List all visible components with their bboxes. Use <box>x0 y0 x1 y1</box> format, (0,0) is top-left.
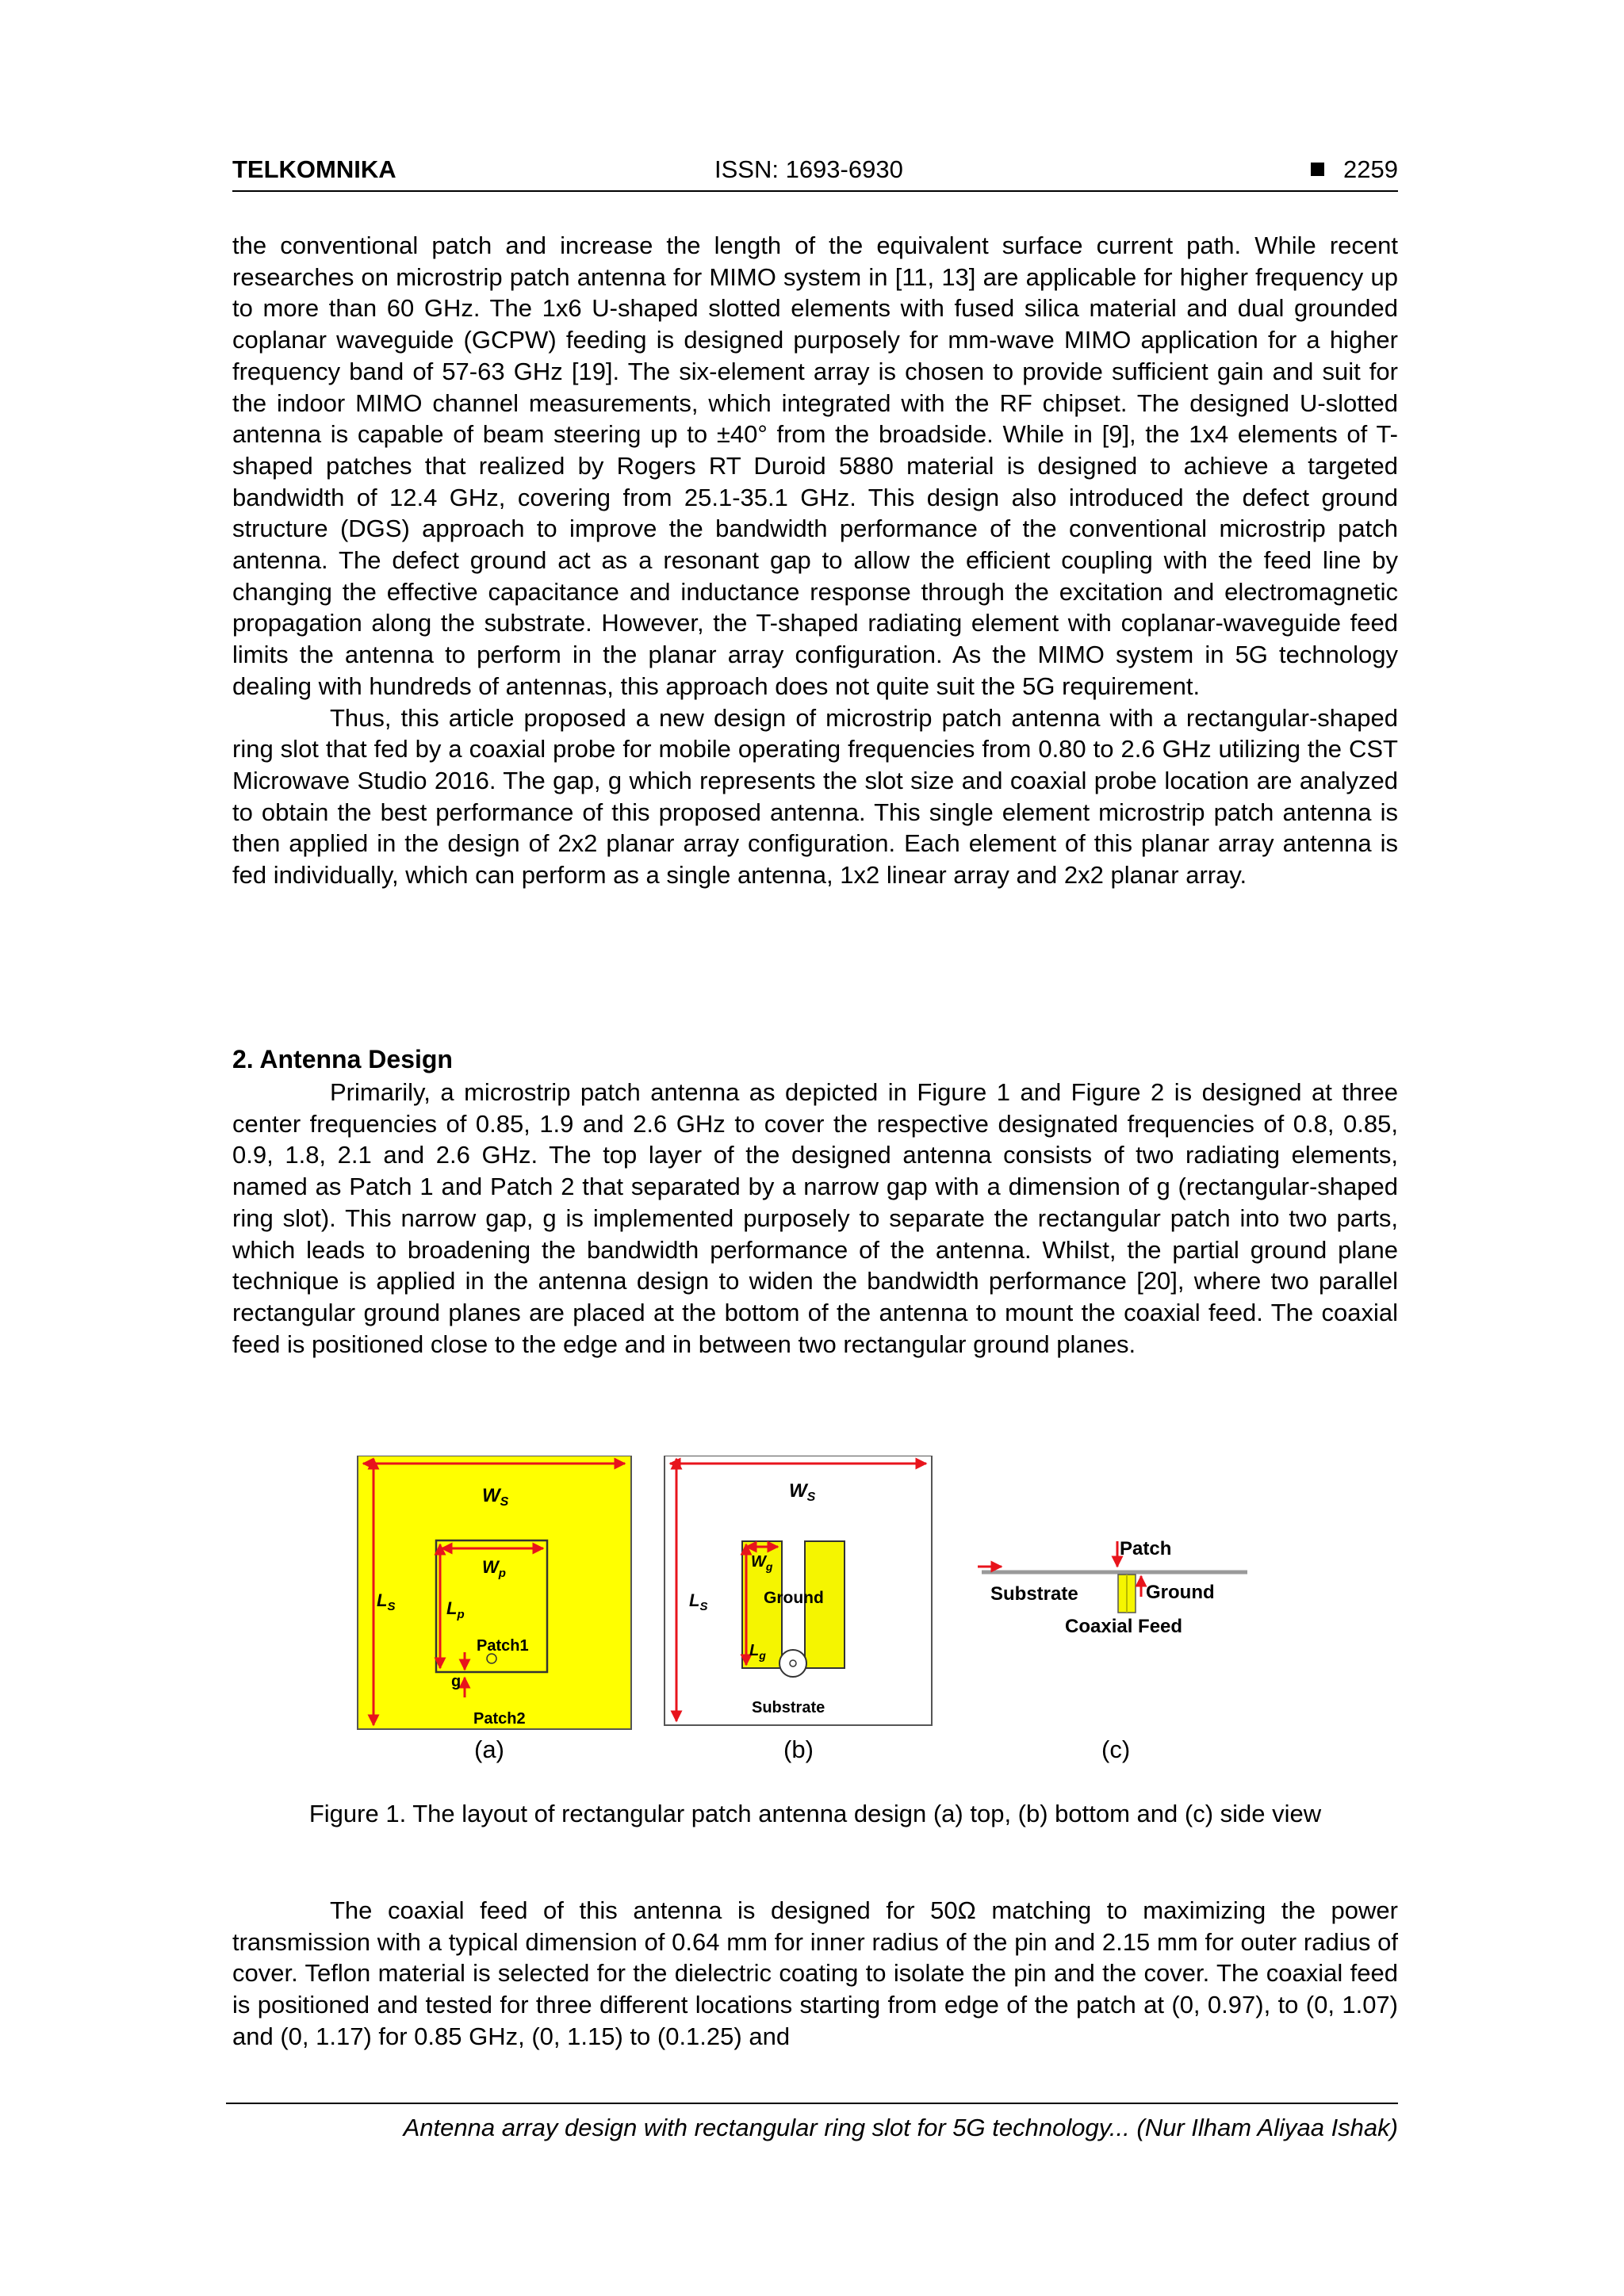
coaxial-feed-label: Coaxial Feed <box>1065 1616 1183 1637</box>
panel-b-bottom-view <box>665 1456 932 1725</box>
after-figure-paragraph-1: The coaxial feed of this antenna is designed for 50Ω matching to maximizing the power transmission with a typical dimension of 0.64 mm for inner radius of the pin and 2.15 mm for outer radius of cover. Teflon material is selected for the dielectric coating to isolate the pin and the cover. The coaxial feed is positioned and tested for three different locations starting from edge of the patch at (0, 0.97), to (0, 1.07) and (0, 1.17) for 0.85 GHz, (0, 1.15) to (0.1.25) and <box>232 1896 1398 2050</box>
ground-label-c: Ground <box>1146 1582 1215 1603</box>
gap-label: g <box>451 1673 462 1690</box>
page-number-block <box>1311 155 1398 184</box>
lg-label: $L_g$ <box>749 1642 766 1662</box>
wp-label: $W_p$ <box>482 1557 506 1580</box>
page-number: 2259 <box>1343 155 1398 183</box>
running-title: Antenna array design with rectangular ring slot for 5G technology... (Nur Ilham Aliyaa Ishak) <box>403 2114 1398 2141</box>
ls-label-b: $L_S$ <box>689 1590 708 1613</box>
patch2-label: Patch2 <box>473 1710 526 1728</box>
intro-paragraph-1: the conventional patch and increase the length of the equivalent surface current path. While recent researches on microstrip patch antenna for MIMO system in [11, 13] are applicable for higher frequency up to more than 60 GHz. The 1x6 U-shaped slotted elements with fused silica material and dual grounded coplanar waveguide (GCPW) feeding is designed purposely for mm-wave MIMO application for a higher frequency band of 57-63 GHz [19]. The six-element array is chosen to provide sufficient gain and suit for the indoor MIMO channel measurements, which integrated with the RF chipset. The designed U-slotted antenna is capable of beam steering up to ±40° from the broadside. While in [9], the 1x4 elements of T-shaped patches that realized by Rogers RT Duroid 5880 material is designed to achieve a targeted bandwidth of 12.4 GHz, covering from 25.1-35.1 GHz. This design also introduced the defect ground structure (DGS) approach to improve the bandwidth performance of the conventional microstrip patch antenna. The defect ground act as a resonant gap to allow the efficient coupling with the feed line by changing the effective capacitance and inductance response through the excitation and electromagnetic propagation along the substrate. However, the T-shaped radiating element with coplanar-waveguide feed limits the antenna to perform in the planar array configuration. As the MIMO system in 5G technology dealing with hundreds of antennas, this approach does not quite suit the 5G requirement. <box>232 232 1398 700</box>
panel-c-side-view <box>978 1538 1247 1637</box>
panel-c-label: (c) <box>1101 1735 1131 1763</box>
patch-label-c: Patch <box>1120 1538 1172 1559</box>
substrate-label-c: Substrate <box>990 1583 1078 1605</box>
ground-label-b: Ground <box>764 1589 824 1607</box>
panel-a-label: (a) <box>474 1735 504 1763</box>
figure-caption: Figure 1. The layout of rectangular patch antenna design (a) top, (b) bottom and (c) side view <box>308 1800 1322 1827</box>
figure-1 <box>232 1456 1398 1789</box>
coax-outer-icon <box>779 1650 806 1677</box>
patch1-label: Patch1 <box>477 1637 529 1655</box>
section-title: 2. Antenna Design <box>232 1045 453 1073</box>
section-2-text <box>232 1077 1398 1360</box>
ws-label-a: $W_S$ <box>482 1485 509 1509</box>
section-2-paragraph-1: Primarily, a microstrip patch antenna as depicted in Figure 1 and Figure 2 is designed at three center frequencies of 0.85, 1.9 and 2.6 GHz to cover the respective designated frequencies of 0.8, 0.85, 0.9, 1.8, 2.1 and 2.6 GHz. The top layer of the designed antenna consists of two radiating elements, named as Patch 1 and Patch 2 that separated by a narrow gap with a dimension of g (rectangular-shaped ring slot). This narrow gap, g is implemented purposely to separate the rectangular patch into two parts, which leads to broadening the bandwidth performance of the antenna. Whilst, the partial ground plane technique is applied in the antenna design to widen the bandwidth performance [20], where two parallel rectangular ground planes are placed at the bottom of the antenna to mount the coaxial feed. The coaxial feed is positioned close to the edge and in between two rectangular ground planes. <box>232 1078 1398 1358</box>
intro-text <box>232 230 1398 891</box>
after-figure-text <box>232 1895 1398 2053</box>
lp-label: $L_p$ <box>446 1598 465 1621</box>
journal-name: TELKOMNIKA <box>232 155 396 183</box>
ws-label-b: $W_S$ <box>789 1480 816 1504</box>
square-bullet-icon <box>1311 163 1324 176</box>
page-header <box>232 155 1398 192</box>
wg-label: $W_g$ <box>751 1553 773 1573</box>
antenna-layout-diagram <box>232 1456 1398 1789</box>
intro-paragraph-2: Thus, this article proposed a new design of microstrip patch antenna with a rectangular-shaped ring slot that fed by a coaxial probe for mobile operating frequencies from 0.80 to 2.6 GHz utilizing the CST Microwave Studio 2016. The gap, g which represents the slot size and coaxial probe location are analyzed to obtain the best performance of this proposed antenna. This single element microstrip patch antenna is then applied in the design of 2x2 planar array configuration. Each element of this planar array antenna is fed individually, which can perform as a single antenna, 1x2 linear array and 2x2 planar array. <box>232 703 1398 890</box>
issn: ISSN: 1693-6930 <box>714 155 903 183</box>
substrate-label-b: Substrate <box>752 1699 825 1716</box>
panel-b-label: (b) <box>783 1735 814 1763</box>
ls-label-a: $L_S$ <box>377 1590 396 1613</box>
page-footer <box>226 2103 1398 2141</box>
panel-a-top-view <box>358 1456 631 1729</box>
